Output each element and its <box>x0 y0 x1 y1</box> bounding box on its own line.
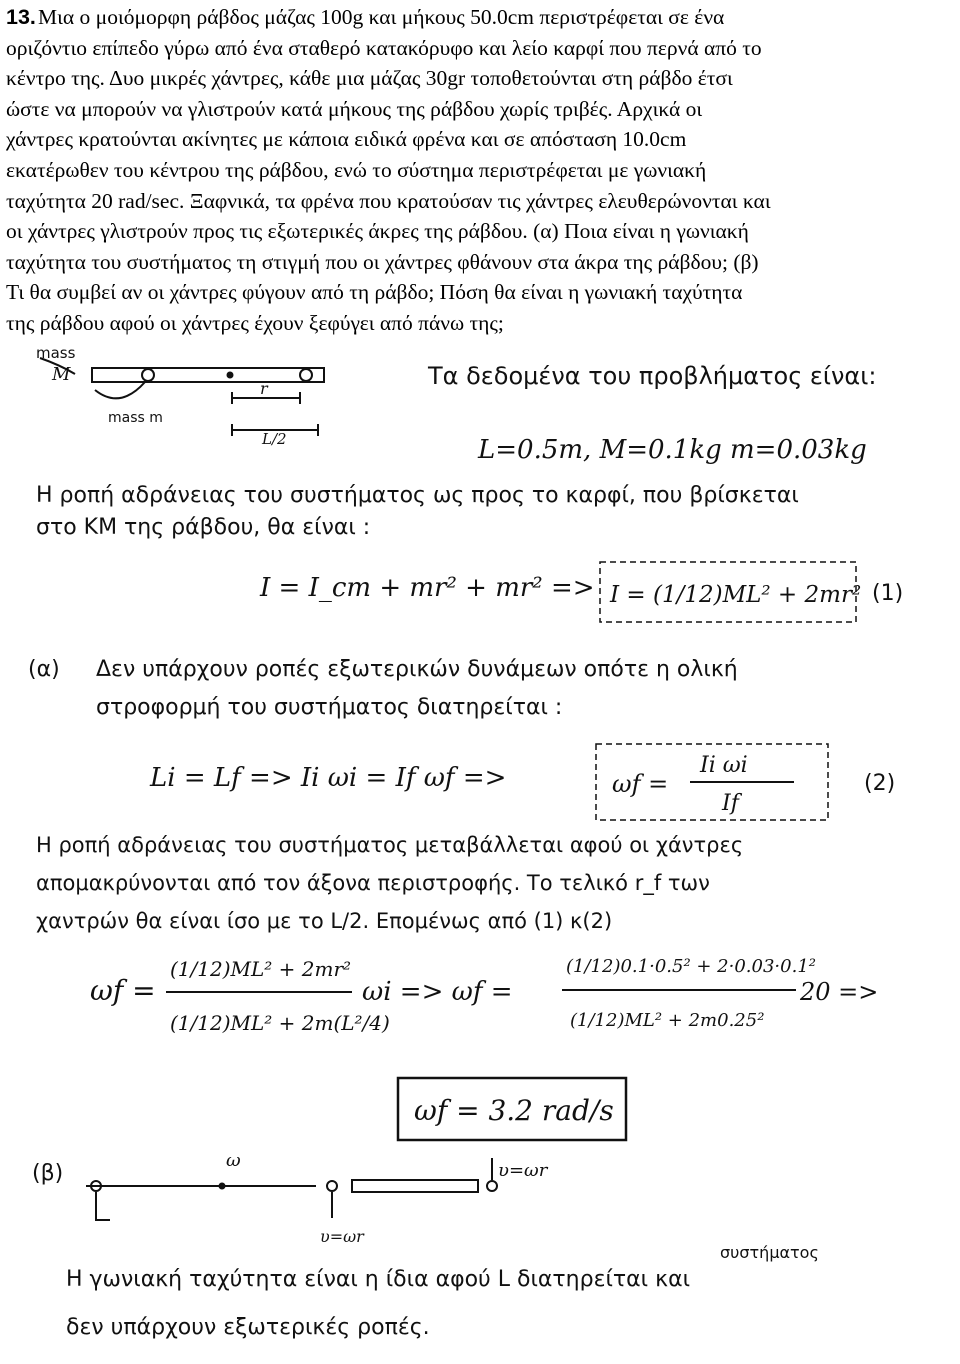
inertia-equation: I = I_cm + mr² + mr² => <box>260 573 595 603</box>
problem-line: Μια ο μοιόμορφη ράβδος μάζας 100g και μήκους 50.0cm περιστρέφεται σε ένα <box>38 5 725 29</box>
inertia-text-1: Η ροπή αδράνειας του συστήματος ως προς το καρφί, που βρίσκεται <box>36 483 799 508</box>
eq1-tag: (1) <box>872 581 904 606</box>
problem-line: της ράβδου αφού οι χάντρες έχουν ξεφύγει από πάνω της; <box>6 310 504 335</box>
wf-denominator: (1/12)ML² + 2m(L²/4) <box>170 1011 390 1035</box>
bead-left <box>142 369 154 381</box>
problem-line: ταχύτητα του συστήματος τη στιγμή που οι χάντρες φθάνουν στα άκρα της ράβδου; (β) <box>6 249 759 274</box>
problem-line: εκατέρωθεν του κέντρου της ράβδου, ενώ το σύστημα περιστρέφεται με γωνιακή <box>6 157 707 182</box>
problem-line: οι χάντρες γλιστρούν προς τις εξωτερικές άκρες της ράβδου. (α) Ποια είναι η γωνιακή <box>6 219 749 244</box>
handwritten-solution <box>0 340 960 1364</box>
part-b-sketch <box>86 1158 497 1220</box>
omega-lhs: ωf = <box>612 770 669 798</box>
problem-body <box>6 2 952 339</box>
problem-line: οριζόντιο επίπεδο γύρω από ένα σταθερό κατακόρυφο και λείο καρφί που περνά από το <box>6 35 762 60</box>
problem-line: ώστε να μπορούν να γλιστρούν κατά μήκους της ράβδου χωρίς τριβές. Αρχικά οι <box>6 96 703 121</box>
part-b-velocity-right: υ=ωr <box>498 1160 548 1181</box>
label-M: M <box>52 364 71 385</box>
label-r: r <box>260 379 268 398</box>
inertia-text-2: στο ΚΜ της ράβδου, θα είναι : <box>36 515 371 540</box>
wf-tail: 20 => <box>800 978 879 1006</box>
part-b-note: συστήματος <box>720 1243 819 1262</box>
wf-middle: ωi => ωf = <box>362 977 513 1007</box>
problem-line: χάντρες κρατούνται ακίνητες με κάποια ειδικά φρένα και σε απόσταση 10.0cm <box>6 127 687 152</box>
given-title: Τα δεδομένα του προβλήματος είναι: <box>428 362 877 390</box>
wf-numerator: (1/12)ML² + 2mr² <box>170 957 352 981</box>
momentum-equation: Li = Lf => Ii ωi = If ωf => <box>150 763 507 793</box>
part-b-label: (β) <box>32 1161 64 1186</box>
problem-line: κέντρο της. Δυο μικρές χάντρες, κάθε μια μάζας 30gr τοποθετούνται στη ράβδο έτσι <box>6 66 733 91</box>
change-text-3: χαντρών θα είναι ίσο με το L/2. Επομένως από (1) κ(2) <box>36 909 613 933</box>
change-text-2: απομακρύνονται από τον άξονα περιστροφής. Το τελικό r_f των <box>36 871 710 895</box>
part-a-text-2: στροφορμή του συστήματος διατηρείται : <box>96 695 563 720</box>
label-half-L: L/2 <box>262 430 287 448</box>
part-a-text-1: Δεν υπάρχουν ροπές εξωτερικών δυνάμεων οπότε η ολική <box>96 657 738 682</box>
part-a-label: (α) <box>28 657 60 682</box>
rod-center <box>228 373 233 378</box>
part-b-omega: ω <box>226 1150 241 1171</box>
bead-right <box>300 369 312 381</box>
result: ωf = 3.2 rad/s <box>414 1094 614 1127</box>
part-b-text-1: Η γωνιακή ταχύτητα είναι η ίδια αφού L διατηρείται και <box>66 1267 691 1292</box>
label-mass: mass <box>36 344 76 362</box>
problem-text <box>6 2 952 339</box>
omega-denominator: If <box>722 791 739 816</box>
rod-sketch <box>40 358 324 436</box>
wf-denominator-values: (1/12)ML² + 2m0.25² <box>570 1010 765 1031</box>
problem-number: 13. <box>6 5 36 29</box>
eq2-tag: (2) <box>864 771 896 796</box>
label-mass-m: mass m <box>108 410 163 426</box>
change-text-1: Η ροπή αδράνειας του συστήματος μεταβάλλεται αφού οι χάντρες <box>36 833 744 857</box>
wf-lhs: ωf = <box>90 974 156 1007</box>
inertia-boxed: I = (1/12)ML² + 2mr² <box>610 582 862 608</box>
omega-numerator: Ii ωi <box>700 753 748 778</box>
problem-line: Τι θα συμβεί αν οι χάντρες φύγουν από τη ράβδο; Πόση θα είναι η γωνιακή ταχύτητα <box>6 280 743 305</box>
problem-line: ταχύτητα 20 rad/sec. Ξαφνικά, τα φρένα που κρατούσαν τις χάντρες ελευθερώνονται και <box>6 188 771 213</box>
wf-numerator-values: (1/12)0.1·0.5² + 2·0.03·0.1² <box>566 956 816 977</box>
given-values: L=0.5m, M=0.1kg m=0.03kg <box>478 435 867 465</box>
part-b-text-2: δεν υπάρχουν εξωτερικές ροπές. <box>66 1315 430 1340</box>
part-b-velocity-left: υ=ωr <box>320 1227 364 1246</box>
